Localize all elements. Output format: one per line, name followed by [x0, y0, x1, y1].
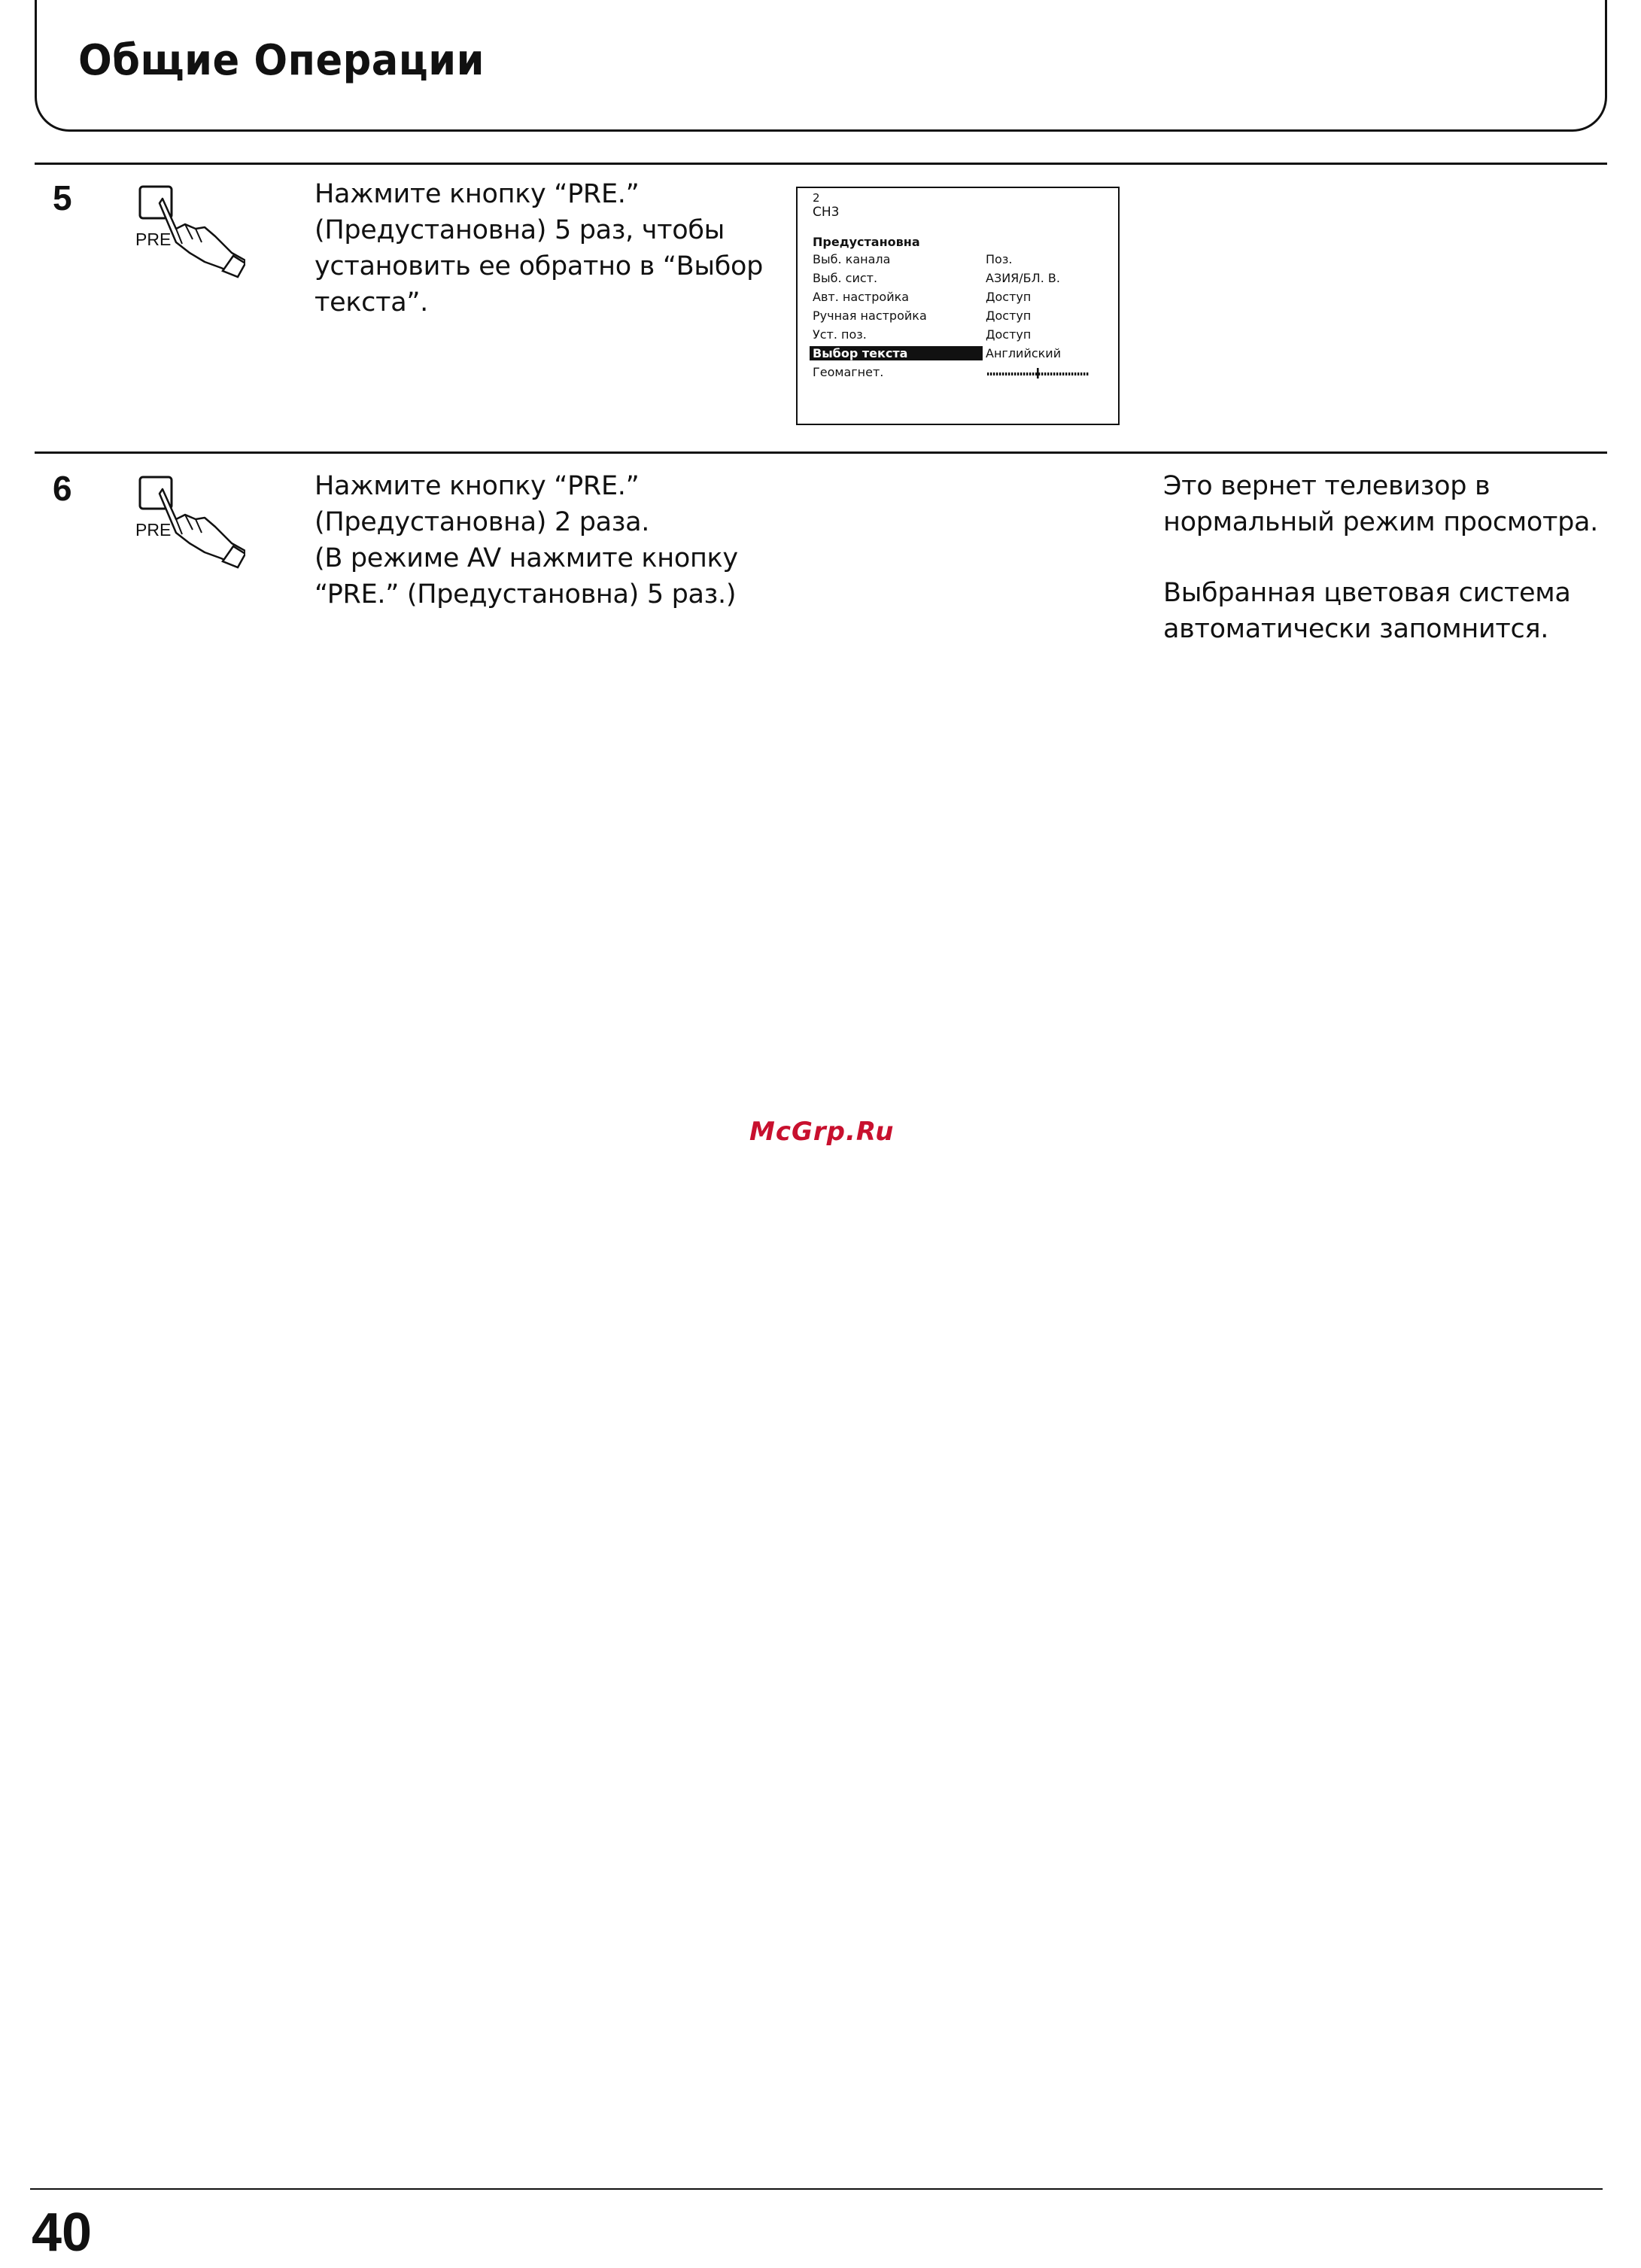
step-6-line-1: Нажмите кнопку “PRE.” [315, 471, 640, 501]
pre-button-press-icon [132, 184, 245, 281]
osd-menu-row [810, 289, 1109, 306]
osd-channel: CH3 [813, 205, 840, 220]
osd-row-value: Доступ [986, 327, 1032, 342]
note-1-line-2: нормальный режим просмотра. [1163, 507, 1598, 537]
step-6-line-2: (Предустановна) 2 раза. [315, 507, 650, 537]
step-6-note-1 [1163, 468, 1598, 540]
step-5-line-1: Нажмите кнопку “PRE.” [315, 179, 640, 209]
osd-row-value: Доступ [986, 309, 1032, 323]
osd-menu-row [810, 308, 1109, 324]
osd-menu-row [810, 270, 1109, 287]
osd-menu-row [810, 345, 1109, 362]
pre-button-press-icon [132, 474, 245, 572]
osd-row-label: Ручная настройка [813, 309, 927, 323]
preset-menu-screen [796, 187, 1120, 425]
step-6-instruction [315, 468, 738, 613]
step-5-line-4: текста”. [315, 287, 428, 318]
step-6-divider [35, 451, 1607, 454]
osd-menu-row [810, 251, 1109, 268]
osd-position-number: 2 [813, 191, 820, 205]
step-5-number: 5 [53, 178, 72, 217]
osd-menu-row [810, 327, 1109, 343]
geomagnetic-level-marker [1037, 368, 1039, 379]
step-6-line-3: (В режиме AV нажмите кнопку [315, 543, 738, 573]
pre-button-label: PRE [135, 520, 172, 540]
note-1-line-1: Это вернет телевизор в [1163, 471, 1491, 501]
step-6-note-2 [1163, 575, 1571, 647]
step-6-line-4: “PRE.” (Предустановна) 5 раз.) [315, 579, 737, 610]
osd-row-value: Доступ [986, 290, 1032, 304]
osd-row-value: Поз. [986, 252, 1013, 266]
note-2-line-2: автоматически запомнится. [1163, 614, 1549, 644]
osd-row-value: АЗИЯ/БЛ. В. [986, 271, 1060, 285]
osd-row-label: Уст. поз. [813, 327, 867, 342]
osd-menu-row [810, 364, 1109, 381]
osd-row-label: Авт. настройка [813, 290, 910, 304]
note-2-line-1: Выбранная цветовая система [1163, 578, 1571, 608]
osd-menu-title: Предустановна [813, 235, 920, 249]
step-5-line-2: (Предустановна) 5 раз, чтобы [315, 215, 725, 245]
page-title: Общие Операции [78, 36, 485, 85]
footer-divider [30, 2188, 1603, 2190]
step-6-number: 6 [53, 469, 72, 508]
step-5-divider [35, 163, 1607, 165]
geomagnetic-level-slider [986, 367, 1091, 379]
osd-row-value: Английский [986, 346, 1062, 360]
pre-button-label: PRE [135, 230, 172, 249]
step-5-line-3: установить ее обратно в “Выбор [315, 251, 764, 281]
page-number: 40 [32, 2203, 93, 2263]
osd-row-label: Выбор текста [810, 346, 983, 360]
osd-row-label: Геомагнет. [813, 365, 884, 379]
step-5-instruction [315, 176, 763, 321]
osd-row-label: Выб. сист. [813, 271, 878, 285]
watermark: McGrp.Ru [749, 1117, 895, 1147]
osd-row-label: Выб. канала [813, 252, 891, 266]
